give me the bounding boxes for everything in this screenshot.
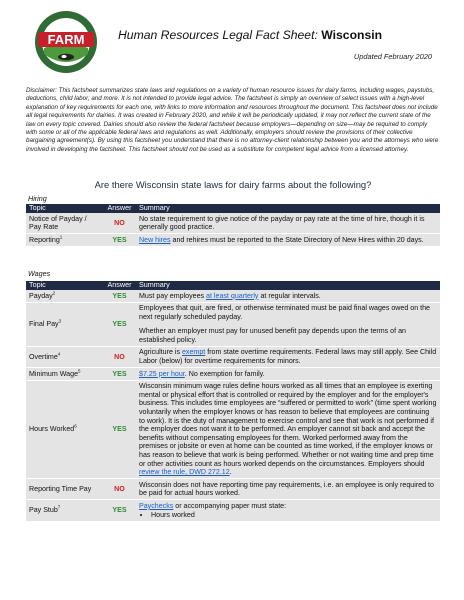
topic-cell: Payday$^2$ <box>26 290 103 302</box>
min-wage-link[interactable]: $7.25 per hour <box>139 369 185 378</box>
table-row <box>26 302 440 346</box>
topic-cell: Minimum Wage$^5$ <box>26 368 103 381</box>
hiring-table <box>26 204 440 247</box>
new-hires-link[interactable]: New hires <box>139 235 171 244</box>
col-summary: Summary <box>136 204 440 213</box>
summary-cell: Must pay employees at least quarterly at regular intervals. <box>136 290 440 302</box>
exempt-link[interactable]: exempt <box>181 348 206 357</box>
table-header <box>26 204 440 213</box>
topic-cell: Overtime$^4$ <box>26 346 103 367</box>
answer-cell: YES <box>103 290 136 302</box>
topic-cell: Reporting$^1$ <box>26 234 103 247</box>
wages-label: Wages <box>28 269 51 278</box>
summary-cell: New hires and rehires must be reported to the State Directory of New Hires within 20 days. <box>136 234 440 247</box>
section-question: Are there Wisconsin state laws for dairy farms about the following? <box>94 179 372 190</box>
paychecks-link[interactable]: Paychecks <box>139 501 174 510</box>
col-topic: Topic <box>26 281 103 290</box>
topic-cell: Hours Worked$^6$ <box>26 380 103 479</box>
summary-cell: Agriculture is exempt from state overtime requirements. Federal laws may still apply. See Child Labor (below) for overtime requirements for minors. <box>136 346 440 367</box>
answer-cell: YES <box>103 234 136 247</box>
table-row <box>26 213 440 234</box>
answer-cell: YES <box>103 500 136 521</box>
table-row <box>26 368 440 381</box>
wages-table <box>26 281 440 522</box>
table-row <box>26 234 440 247</box>
summary-cell: Employees that quit, are fired, or otherwise terminated must be paid final wages owed on the next regularly scheduled payday. Whether an employer must pay for unused benefit pay depends upon the terms of an established policy. <box>136 302 440 346</box>
logo-wordmark: FARM <box>47 32 85 47</box>
table-row <box>26 346 440 367</box>
table-row <box>26 479 440 500</box>
list-item: • Hours worked <box>151 511 437 520</box>
state-name: Wisconsin <box>321 28 383 42</box>
updated-date: Updated February 2020 <box>353 52 432 61</box>
farm-logo <box>34 10 98 74</box>
summary-cell: Wisconsin minimum wage rules define hours worked as all times that an employee is exerting mental or physical effort that is controlled or required by the employer and for the employer's business. This includes time employees are “suffered or permitted to work” (time spent working voluntarily when the employer knows or has reason to believe that employees are continuing to work). It is the duty of management to exercise control and see that work is not performed if the employer does not want it to be performed. An employer cannot sit back and accept the benefits without compensating employees for them. Worked performed away from the premises or jobsite or even at home can be counted as time worked, if the employer knows or has reason to believe that work is being performed. Whether or not waiting time and prep time or other activities count as hours worked depends on the circumstances. Employers should review the rule, DWD 272.12. <box>136 380 440 479</box>
answer-cell: YES <box>103 368 136 381</box>
hiring-label: Hiring <box>28 194 47 203</box>
topic-cell: Notice of Payday / Pay Rate <box>26 213 103 234</box>
summary-cell: Paychecks or accompanying paper must state: • Hours worked <box>136 500 440 521</box>
page-title: Human Resources Legal Fact Sheet: Wisconsin <box>118 28 383 42</box>
col-summary: Summary <box>136 281 440 290</box>
table-row <box>26 290 440 302</box>
answer-cell: YES <box>103 380 136 479</box>
table-header <box>26 281 440 290</box>
answer-cell: NO <box>103 213 136 234</box>
answer-cell: NO <box>103 479 136 500</box>
answer-cell: NO <box>103 346 136 367</box>
col-answer: Answer <box>103 281 136 290</box>
topic-cell: Reporting Time Pay <box>26 479 103 500</box>
summary-cell: $7.25 per hour. No exemption for family. <box>136 368 440 381</box>
table-row <box>26 500 440 521</box>
disclaimer: Disclaimer: This factsheet summarizes state laws and regulations on a variety of human resource issues for dairy farms, including wages, paystubs, deductions, child labor, and more. It is not intended to provide legal advice. The factsheet is simply an overview of select issues with a high-level explanation of key requirements for each one, with links to more information and resources throughout the document. This factsheet does not include all legal requirements for dairies. It was created in February 2020, and while it will be periodically updated, it may not reflect the current state of the law on every topic covered. Dairies should also review the federal factsheet because employers—depending on size—may be required to comply with some or all of the applicable federal laws and regulations as well. Additionally, employers should review the provisions of their collective bargaining agreement(s). By using this factsheet you understand that there is no attorney-client relationship between you and the attorneys who were involved in developing the factsheet. This factsheet should not be used as a substitute for competent legal advice from a licensed attorney. <box>26 87 439 153</box>
col-answer: Answer <box>103 204 136 213</box>
col-topic: Topic <box>26 204 103 213</box>
table-row <box>26 380 440 479</box>
answer-cell: YES <box>103 302 136 346</box>
summary-cell: No state requirement to give notice of the payday or pay rate at the time of hire, though it is generally good practice. <box>136 213 440 234</box>
topic-cell: Final Pay$^3$ <box>26 302 103 346</box>
dwd-rule-link[interactable]: review the rule, DWD 272.12 <box>139 468 230 477</box>
summary-cell: Wisconsin does not have reporting time pay requirements, i.e. an employee is only required to be paid for actual hours worked. <box>136 479 440 500</box>
quarterly-link[interactable]: at least quarterly <box>206 291 259 300</box>
topic-cell: Pay Stub$^7$ <box>26 500 103 521</box>
